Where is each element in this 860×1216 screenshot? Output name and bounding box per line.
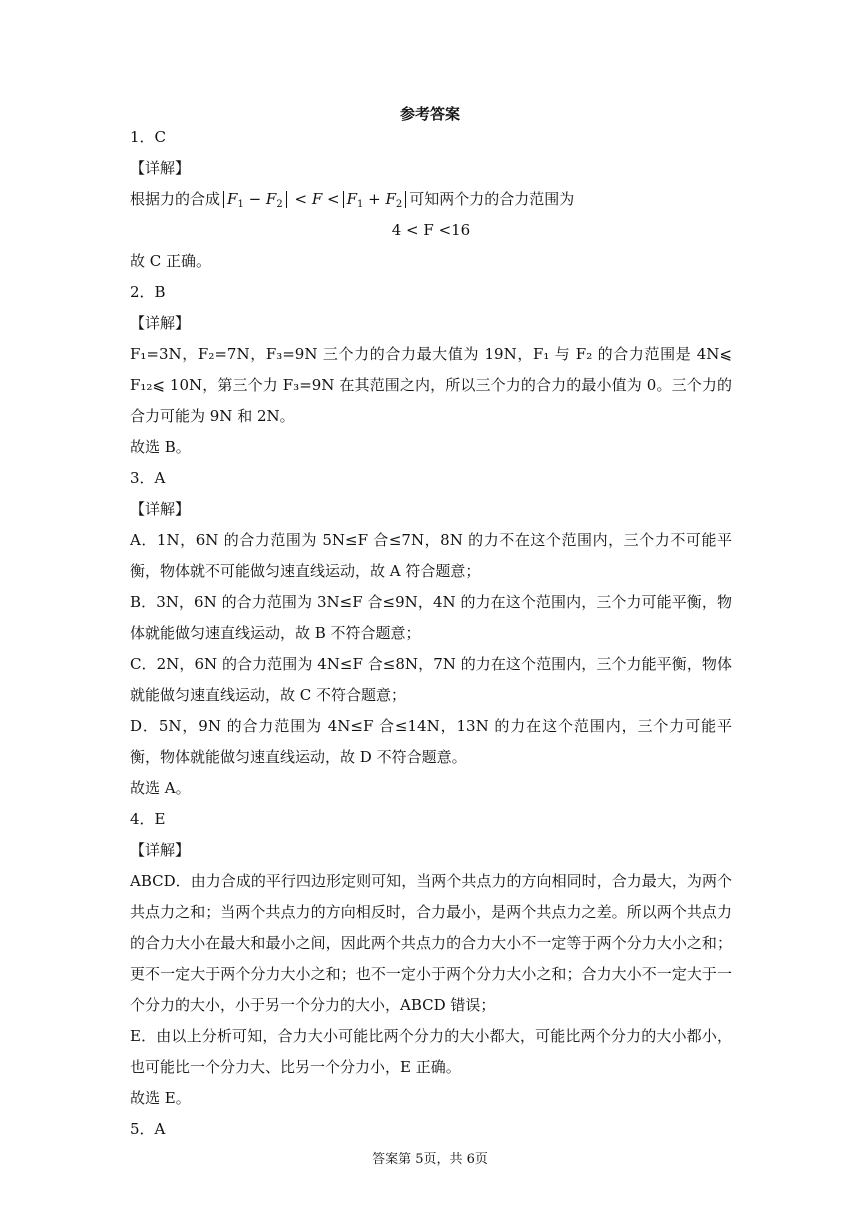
q1-range: 4 < F <16 [391,221,471,239]
q4-option-e: E．由以上分析可知，合力大小可能比两个分力的大小都大，可能比两个分力的大小都小，也可能比一个分力大、比另一个分力小，E 正确。 [130,1027,732,1076]
q4-detail-label: 【详解】 [130,841,191,859]
q4-conclusion: 故选 E。 [130,1089,191,1107]
q2-detail-label: 【详解】 [130,314,191,332]
q3-conclusion: 故选 A。 [130,779,191,797]
q1-formula-tail: 可知两个力的合力范围为 [409,190,575,208]
q1-conclusion: 故 C 正确。 [130,252,212,270]
q2-conclusion: 故选 B。 [130,438,191,456]
page-footer: 答案第 5页，共 6页 [372,1152,488,1167]
q1-detail-label: 【详解】 [130,159,191,177]
q3-option-b: B．3N，6N 的合力范围为 3N≤F 合≤9N，4N 的力在这个范围内，三个力可能平衡，物体就能做匀速直线运动，故 B 不符合题意； [130,593,732,642]
q2-explanation: F₁=3N，F₂=7N，F₃=9N 三个力的合力最大值为 19N，F₁ 与 F₂ 的合力范围是 4N⩽ F₁₂⩽ 10N，第三个力 F₃=9N 在其范围之内，所以三个力的合力的最小值为 0。三个力的合力可能为 9N 和 2N。 [130,345,732,425]
q3-answer: 3．A [130,469,166,487]
q5-answer: 5．A [130,1120,166,1138]
q4-option-abcd: ABCD．由力合成的平行四边形定则可知，当两个共点力的方向相同时，合力最大，为两个共点力之和；当两个共点力的方向相反时，合力最小，是两个共点力之差。所以两个共点力的合力大小在最大和最小之间，因此两个共点力的合力大小不一定等于两个分力大小之和；更不一定大于两个分力大小之和；也不一定小于两个分力大小之和；合力大小不一定大于一个分力的大小，小于另一个分力的大小，ABCD 错误； [130,872,732,1014]
q1-answer: 1．C [130,128,167,146]
q2-answer: 2．B [130,283,166,301]
q1-formula-line [130,184,732,215]
q1-formula-intro: 根据力的合成 [130,190,221,208]
q3-option-c: C．2N，6N 的合力范围为 4N≤F 合≤8N，7N 的力在这个范围内，三个力能平衡，物体就能做匀速直线运动，故 C 不符合题意； [130,655,732,704]
q4-answer: 4．E [130,810,166,828]
q3-option-a: A．1N，6N 的合力范围为 5N≤F 合≤7N，8N 的力不在这个范围内，三个力不可能平衡，物体就不可能做匀速直线运动，故 A 符合题意； [130,531,732,580]
page-title: 参考答案 [399,105,460,123]
q1-formula: $F_1 - F_2 < F < F_1 + F_2$ [220,190,409,208]
q3-option-d: D．5N，9N 的合力范围为 4N≤F 合≤14N，13N 的力在这个范围内，三个力可能平衡，物体就能做匀速直线运动，故 D 不符合题意。 [130,717,732,766]
q3-detail-label: 【详解】 [130,500,191,518]
answer-content [130,122,732,1145]
